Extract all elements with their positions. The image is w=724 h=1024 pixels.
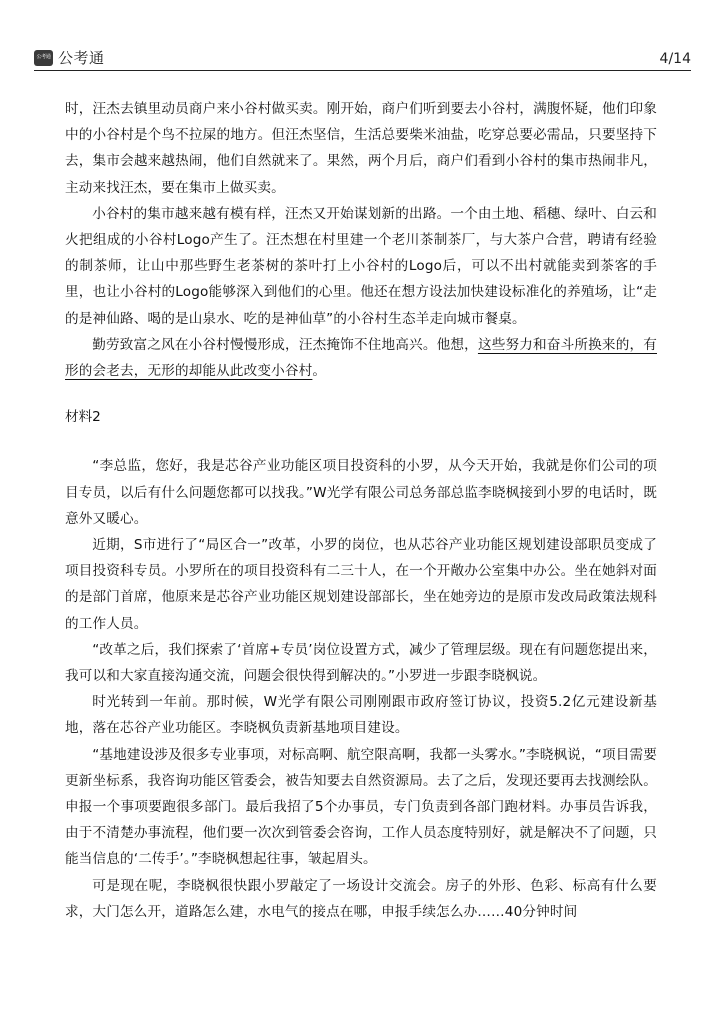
paragraph-with-underline [65, 332, 657, 384]
paragraph: “改革之后，我们探索了‘首席+专员’岗位设置方式，减少了管理层级。现在有问题您提出来，我可以和大家直接沟通交流，问题会很快得到解决的。”小罗进一步跟李晓枫说。 [65, 641, 657, 685]
document-body [65, 96, 657, 925]
paragraph: “李总监，您好，我是芯谷产业功能区项目投资科的小罗，从今天开始，我就是你们公司的项目专员，以后有什么问题您都可以找我。”W光学有限公司总务部总监李晓枫接到小罗的电话时，既意外又暖心。 [65, 458, 657, 527]
paragraph-text: 。 [312, 363, 327, 380]
paragraph: “基地建设涉及很多专业事项，对标高啊、航空限高啊，我都一头雾水。”李晓枫说，“项目需要更新坐标系，我咨询功能区管委会，被告知要去自然资源局。去了之后，发现还要再去找测绘队。申报一个事项要跑很多部门。最后我招了5个办事员，专门负责到各部门跑材料。办事员告诉我，由于不清楚办事流程，他们要一次次到管委会咨询，工作人员态度特别好，就是解决不了问题，只能当信息的‘二传手’。”李晓枫想起往事，皱起眉头。 [65, 746, 657, 868]
logo-badge-icon: 公考通 [34, 50, 53, 66]
underlined-text: 这些努力和奋斗所换来的，有形的会老去，无形的却能从此改变小谷村 [65, 336, 657, 380]
spacer [65, 384, 657, 404]
paragraph: 时，汪杰去镇里动员商户来小谷村做买卖。刚开始，商户们听到要去小谷村，满腹怀疑，他们印象中的小谷村是个鸟不拉屎的地方。但汪杰坚信，生活总要柴米油盐，吃穿总要必需品，只要坚持下去，集市会越来越热闹，他们自然就来了。果然，两个月后，商户们看到小谷村的集市热闹非凡，主动来找汪杰，要在集市上做买卖。 [65, 101, 657, 196]
paragraph-text: 勤劳致富之风在小谷村慢慢形成，汪杰掩饰不住地高兴。他想， [92, 336, 478, 353]
paragraph: 时光转到一年前。那时候，W光学有限公司刚刚跟市政府签订协议，投资5.2亿元建设新基地，落在芯谷产业功能区。李晓枫负责新基地项目建设。 [65, 694, 657, 737]
paragraph: 小谷村的集市越来越有模有样，汪杰又开始谋划新的出路。一个由土地、稻穗、绿叶、白云和火把组成的小谷村Logo产生了。汪杰想在村里建一个老川茶制茶厂，与大茶户合营，聘请有经验的制茶师，让山中那些野生老茶树的茶叶打上小谷村的Logo后，可以不出村就能卖到茶客的手里，也让小谷村的Logo能够深入到他们的心里。他还在想方设法加快建设标准化的养殖场，让“走的是神仙路、喝的是山泉水、吃的是神仙草”的小谷村生态羊走向城市餐桌。 [65, 205, 657, 327]
logo-text: 公考通 [58, 49, 105, 67]
header-divider [34, 70, 691, 71]
paragraph: 近期，S市进行了“局区合一”改革，小罗的岗位，也从芯谷产业功能区规划建设部职员变成了项目投资科专员。小罗所在的项目投资科有二三十人，在一个开敞办公室集中办公。坐在她斜对面的是部门首席，他原来是芯谷产业功能区规划建设部部长，坐在她旁边的是原市发改局政策法规科的工作人员。 [65, 537, 657, 632]
section-label: 材料2 [65, 409, 101, 426]
paragraph: 可是现在呢，李晓枫很快跟小罗敲定了一场设计交流会。房子的外形、色彩、标高有什么要求，大门怎么开，道路怎么建，水电气的接点在哪，申报手续怎么办……40分钟时间 [65, 877, 657, 920]
page-header [0, 0, 724, 78]
page-indicator: 4/14 [659, 51, 691, 67]
spacer [65, 430, 657, 453]
app-logo[interactable] [34, 47, 105, 68]
